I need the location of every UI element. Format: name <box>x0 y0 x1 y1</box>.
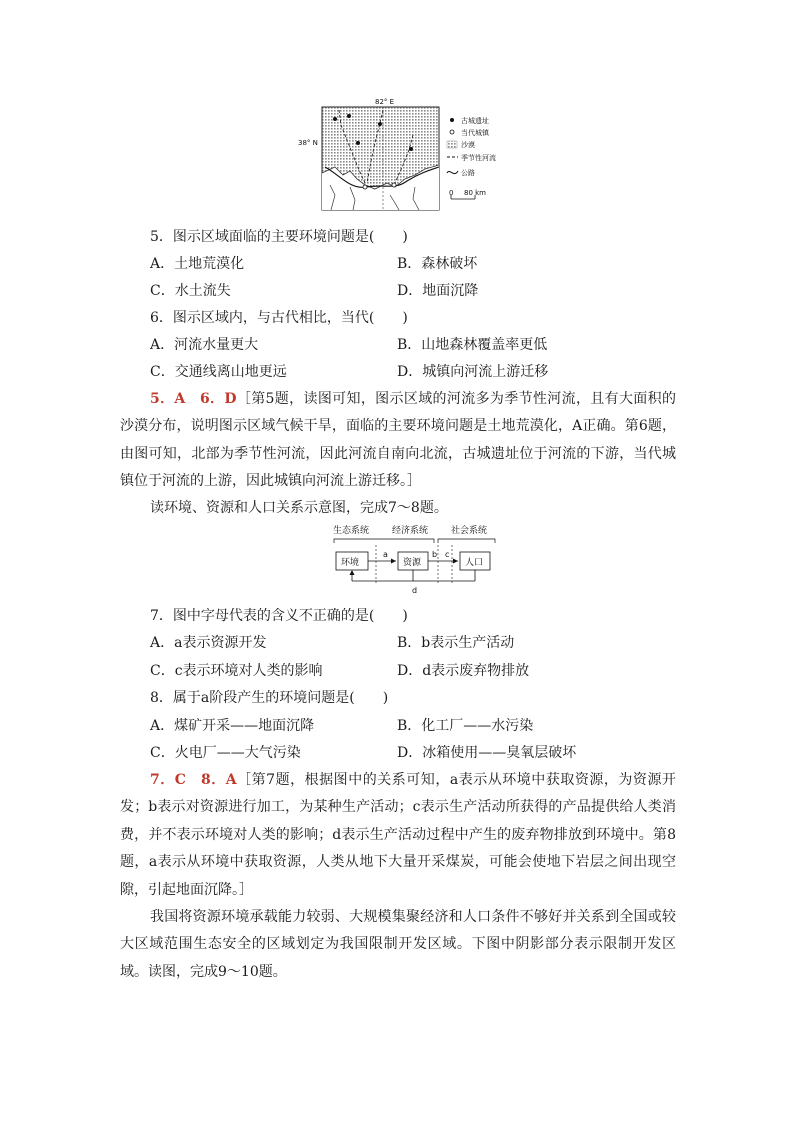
box-population: 人口 <box>465 558 484 568</box>
q5-stem: 5．图示区域面临的主要环境问题是( ) <box>150 229 408 245</box>
answer-explanation-7-8: ［第7题，根据图中的关系可知，a表示从环境中获取资源，为资源开发；b表示对资源进行加工，为某种生产活动；c表示生产活动所获得的产品提供给人类消费，并不表示环境对人类的影响；d表示生产活动过程中产生的废弃物排放到环境中。第8题，a表示从环境中获取资源，人类从地下大量开采煤炭，可能会使地下岩层之间出现空隙，引起地面沉降。］ <box>120 772 676 898</box>
q5-option-b: B．森林破坏 <box>397 256 478 272</box>
q7-option-c: C．c表示环境对人类的影响 <box>150 663 323 679</box>
q6-option-a: A．河流水量更大 <box>150 337 259 353</box>
legend-road: 公路 <box>461 169 475 177</box>
q7-option-d: D．d表示废弃物排放 <box>397 663 530 679</box>
legend-river: 季节性河流 <box>461 154 496 162</box>
box-resource: 资源 <box>403 558 422 568</box>
arrow-label-c: c <box>445 550 450 559</box>
label-economic-system: 经济系统 <box>392 526 429 536</box>
q8-option-a: A．煤矿开采——地面沉降 <box>150 718 315 734</box>
answer-7-8 <box>120 767 676 904</box>
arrow-label-d: d <box>412 586 418 595</box>
label-social-system: 社会系统 <box>451 526 488 536</box>
q6-option-b: B．山地森林覆盖率更低 <box>397 337 548 353</box>
q8-option-d: D．冰箱使用——臭氧层破坏 <box>397 745 577 761</box>
scale-dist: 80 km <box>464 189 487 197</box>
arrow-label-a: a <box>383 550 388 559</box>
intro-9-10: 我国将资源环境承载能力较弱、大规模集聚经济和人口条件不够好并关系到全国或较大区域范围生态安全的区域划定为我国限制开发区域。下图中阴影部分表示限制开发区域。读图，完成9～10题。 <box>120 909 676 980</box>
legend-towns: 当代城镇 <box>461 129 489 137</box>
lat-label: 38° N <box>298 139 318 147</box>
q8-option-b: B．化工厂——水污染 <box>397 718 534 734</box>
legend-ruins: 古城遗址 <box>461 117 489 125</box>
legend-desert: 沙漠 <box>461 141 475 149</box>
arrow-label-b: b <box>432 550 438 559</box>
q8-stem: 8．属于a阶段产生的环境问题是( ) <box>150 690 389 706</box>
label-ecosystem: 生态系统 <box>333 526 370 536</box>
answer-5-6 <box>120 386 676 496</box>
q7-option-b: B．b表示生产活动 <box>397 635 515 651</box>
map-legend <box>447 116 496 199</box>
q5-option-c: C．水土流失 <box>150 283 231 299</box>
box-environment: 环境 <box>341 558 360 568</box>
q8-option-c: C．火电厂——大气污染 <box>150 745 301 761</box>
answer-key-7-8: 7．C 8．A <box>150 772 237 788</box>
q5-option-d: D．地面沉降 <box>397 283 479 299</box>
q6-stem: 6．图示区域内，与古代相比，当代( ) <box>150 310 408 326</box>
scale-zero: 0 <box>449 189 454 197</box>
intro-7-8: 读环境、资源和人口关系示意图，完成7～8题。 <box>150 500 448 516</box>
answer-explanation-5-6: ［第5题，读图可知，图示区域的河流多为季节性河流，且有大面积的沙漠分布，说明图示区域气候干旱，面临的主要环境问题是土地荒漠化，A正确。第6题，由图可知，北部为季节性河流，因此河流自南向北流，古城遗址位于河流的下游，当代城镇位于河流的上游，因此城镇向河流上游迁移。］ <box>120 391 676 490</box>
answer-key-5-6: 5．A 6．D <box>150 391 237 407</box>
desert-region-map <box>295 95 535 215</box>
q7-stem: 7．图中字母代表的含义不正确的是( ) <box>150 608 408 624</box>
q6-option-d: D．城镇向河流上游迁移 <box>397 364 549 380</box>
lon-label: 82° E <box>375 98 395 106</box>
q6-option-c: C．交通线离山地更远 <box>150 364 287 380</box>
q7-option-a: A．a表示资源开发 <box>150 635 267 651</box>
environment-resource-population-diagram <box>330 523 500 599</box>
q5-option-a: A．土地荒漠化 <box>150 256 245 272</box>
